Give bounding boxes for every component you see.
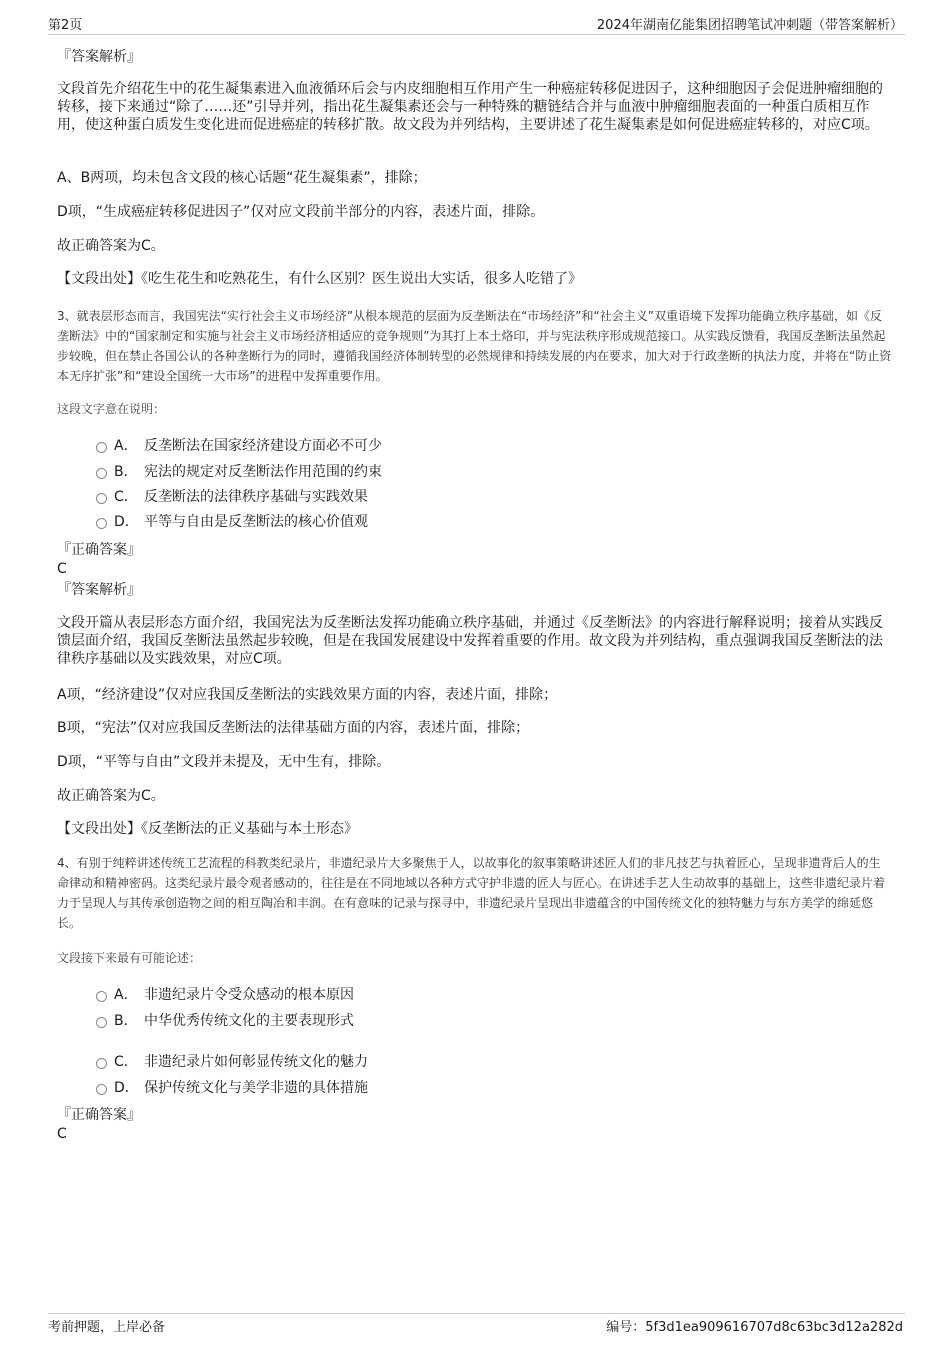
radio-button[interactable] <box>96 442 107 453</box>
page-footer <box>48 1313 905 1334</box>
option-key: A． <box>114 438 138 454</box>
q2-conclusion: 故正确答案为C。 <box>57 238 165 254</box>
q4-passage: 4、有别于纯粹讲述传统工艺流程的科教类纪录片，非遗纪录片大多聚焦于人，以故事化的叙事策略讲述匠人们的非凡技艺与执着匠心，呈现非遗背后人的生命律动和精神密码。这类纪录片最令观者感动的，往往是在不同地域以各种方式守护非遗的匠人与匠心。在讲述手艺人生动故事的基础上，这些非遗纪录片着力于呈现人与其传承创造物之间的相互陶冶和丰润。在有意味的记录与探寻中，非遗纪录片呈现出非遗蕴含的中国传统文化的独特魅力与东方美学的绵延悠长。 <box>57 856 886 930</box>
q2-analysis-label: 『答案解析』 <box>57 49 141 65</box>
q3-option-c[interactable] <box>96 488 368 506</box>
document-code: 编号：5f3d1ea909616707d8c63bc3d12a282d <box>606 1320 903 1335</box>
radio-button[interactable] <box>96 493 107 504</box>
q3-analysis: 文段开篇从表层形态方面介绍，我国宪法为反垄断法发挥功能确立秩序基础，并通过《反垄断法》的内容进行解释说明；接着从实践反馈层面介绍，我国反垄断法虽然起步较晚，但是在我国发展建设中发挥着重要的作用。故文段为并列结构，重点强调我国反垄断法的法律秩序基础以及实践效果，对应C项。 <box>57 615 883 667</box>
document-title: 2024年湖南亿能集团招聘笔试冲刺题（带答案解析） <box>596 18 903 33</box>
q2-option-d-note: D项，“生成癌症转移促进因子”仅对应文段前半部分的内容，表述片面，排除。 <box>57 204 545 220</box>
q3-question: 这段文字意在说明： <box>57 402 166 416</box>
option-text: 平等与自由是反垄断法的核心价值观 <box>144 514 368 530</box>
q4-option-b[interactable] <box>96 1012 354 1030</box>
option-text: 非遗纪录片令受众感动的根本原因 <box>144 987 354 1003</box>
footer-slogan: 考前押题，上岸必备 <box>48 1320 166 1335</box>
radio-button[interactable] <box>96 468 107 479</box>
option-key: C． <box>114 1054 138 1070</box>
option-text: 宪法的规定对反垄断法作用范围的约束 <box>144 464 382 480</box>
option-text: 保护传统文化与美学非遗的具体措施 <box>144 1080 368 1096</box>
q3-option-b-note: B项，“宪法”仅对应我国反垄断法的法律基础方面的内容，表述片面，排除； <box>57 720 530 736</box>
radio-button[interactable] <box>96 991 107 1002</box>
q3-source: 【文段出处】《反垄断法的正义基础与本土形态》 <box>57 821 358 837</box>
q3-analysis-label: 『答案解析』 <box>57 582 141 598</box>
option-key: A． <box>114 987 138 1003</box>
q3-passage: 3、就表层形态而言，我国宪法“实行社会主义市场经济”从根本规范的层面为反垄断法在“市场经济”和“社会主义”双重语境下发挥功能确立秩序基础，如《反垄断法》中的“国家制定和实施与社会主义市场经济相适应的竞争规则”为其打上本土烙印，并与宪法秩序形成规范接口。从实践反馈看，我国反垄断法虽然起步较晚，但在禁止各国公认的各种垄断行为的同时，遵循我国经济体制转型的必然规律和持续发展的内在要求，加大对于行政垄断的执法力度，并将在“防止资本无序扩张”和“建设全国统一大市场”的进程中发挥重要作用。 <box>57 309 892 383</box>
q3-option-d[interactable] <box>96 513 368 531</box>
q4-option-a[interactable] <box>96 986 354 1004</box>
option-key: B． <box>114 464 138 480</box>
radio-button[interactable] <box>96 1058 107 1069</box>
q3-option-a-note: A项，“经济建设”仅对应我国反垄断法的实践效果方面的内容，表述片面，排除； <box>57 687 558 703</box>
option-key: B． <box>114 1013 138 1029</box>
q3-correct-label: 『正确答案』 <box>57 542 141 558</box>
q3-conclusion: 故正确答案为C。 <box>57 788 165 804</box>
radio-button[interactable] <box>96 1084 107 1095</box>
option-text: 中华优秀传统文化的主要表现形式 <box>144 1013 354 1029</box>
q4-option-c[interactable] <box>96 1053 368 1071</box>
page-number: 第2页 <box>48 18 83 33</box>
radio-button[interactable] <box>96 518 107 529</box>
q3-option-d-note: D项，“平等与自由”文段并未提及，无中生有，排除。 <box>57 754 391 770</box>
option-text: 反垄断法在国家经济建设方面必不可少 <box>144 438 382 454</box>
q4-correct-label: 『正确答案』 <box>57 1107 141 1123</box>
q4-option-d[interactable] <box>96 1079 368 1097</box>
option-text: 非遗纪录片如何彰显传统文化的魅力 <box>144 1054 368 1070</box>
q2-option-ab-note: A、B两项，均未包含文段的核心话题“花生凝集素”，排除； <box>57 170 427 186</box>
q4-question: 文段接下来最有可能论述： <box>57 951 202 965</box>
option-text: 反垄断法的法律秩序基础与实践效果 <box>144 489 368 505</box>
q2-analysis: 文段首先介绍花生中的花生凝集素进入血液循环后会与内皮细胞相互作用产生一种癌症转移促进因子，这种细胞因子会促进肿瘤细胞的转移，接下来通过“除了……还”引导并列，指出花生凝集素还会与一种特殊的糖链结合并与血液中肿瘤细胞表面的一种蛋白质相互作用，使这种蛋白质发生变化进而促进癌症的转移扩散。故文段为并列结构，主要讲述了花生凝集素是如何促进癌症转移的，对应C项。 <box>57 81 883 133</box>
q3-option-a[interactable] <box>96 437 382 455</box>
q3-correct-answer: C <box>57 561 67 577</box>
option-key: C． <box>114 489 138 505</box>
option-key: D． <box>114 1080 139 1096</box>
page-header <box>48 14 905 35</box>
radio-button[interactable] <box>96 1017 107 1028</box>
option-key: D． <box>114 514 139 530</box>
q3-option-b[interactable] <box>96 463 382 481</box>
q2-source: 【文段出处】《吃生花生和吃熟花生，有什么区别？医生说出大实话，很多人吃错了》 <box>57 271 582 287</box>
q4-correct-answer: C <box>57 1126 67 1142</box>
